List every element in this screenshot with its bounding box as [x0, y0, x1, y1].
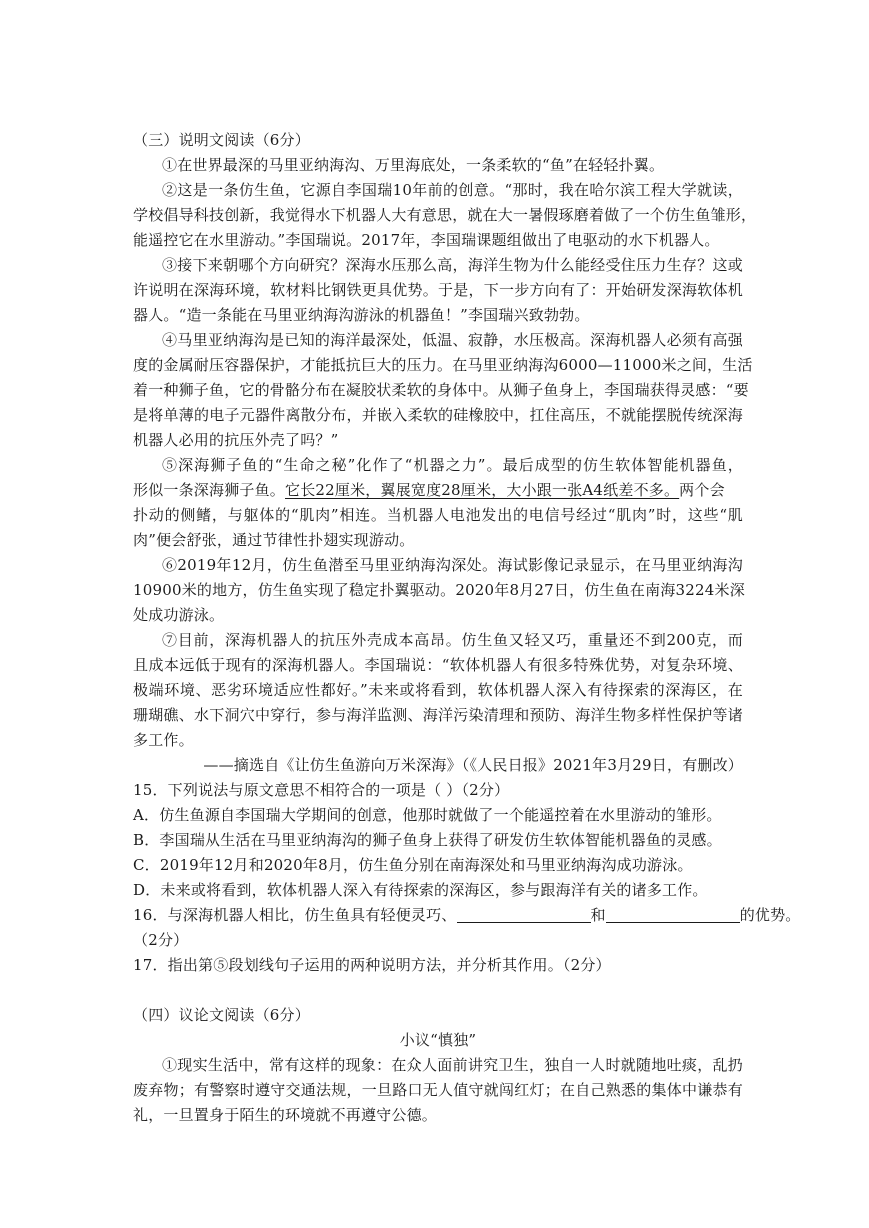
- paragraph-5-text: 两个会: [679, 481, 725, 499]
- paragraph-5-text: 形似一条深海狮子鱼。: [133, 481, 286, 499]
- paragraph-3-line: ③接下来朝哪个方向研究？深海水压那么高，海洋生物为什么能经受住压力生存？这或: [162, 256, 743, 274]
- question-15-option-b: B．李国瑞从生活在马里亚纳海沟的狮子鱼身上获得了研发仿生软体智能机器鱼的灵感。: [133, 831, 722, 849]
- paragraph-3-line: 器人。“造一条能在马里亚纳海沟游泳的机器鱼！”李国瑞兴致勃勃。: [133, 306, 590, 324]
- paragraph-1: ①在世界最深的马里亚纳海沟、万里海底处，一条柔软的“鱼”在轻轻扑翼。: [162, 156, 665, 174]
- paragraph-2-line: ②这是一条仿生鱼，它源自李国瑞10年前的创意。“那时，我在哈尔滨工程大学就读，: [162, 181, 743, 199]
- question-16-text: 的优势。: [739, 906, 801, 924]
- question-16: [133, 905, 801, 925]
- underlined-sentence: 它长22厘米，翼展宽度28厘米，大小跟一张A4纸差不多。: [285, 481, 680, 499]
- paragraph-5-line-2: [133, 480, 743, 500]
- paragraph-7-line: 珊瑚礁、水下洞穴中穿行，参与海洋监测、海洋污染清理和预防、海洋生物多样性保护等诸: [133, 706, 743, 724]
- paragraph-6-line: 处成功游泳。: [133, 606, 225, 624]
- essay-title: 小议“慎独”: [399, 1031, 477, 1049]
- paragraph-4-line: ④马里亚纳海沟是已知的海洋最深处，低温、寂静，水压极高。深海机器人必须有高强: [162, 331, 743, 349]
- paragraph-7-line: 极端环境、恶劣环境适应性都好。”未来或将看到，软体机器人深入有待探索的深海区，在: [133, 681, 743, 699]
- paragraph-5-line: 肉”便会舒张，通过节律性扑翅实现游动。: [133, 531, 415, 549]
- section-3-heading: （三）说明文阅读（6分）: [133, 131, 310, 149]
- section-4-paragraph-line: 废弃物；有警察时遵守交通法规，一旦路口无人值守就闯红灯；在自己熟悉的集体中谦恭有: [133, 1081, 743, 1099]
- question-15-option-c: C．2019年12月和2020年8月，仿生鱼分别在南海深处和马里亚纳海沟成功游泳。: [133, 856, 693, 874]
- paragraph-2-line: 能遥控它在水里游动。”李国瑞说。2017年，李国瑞课题组做出了电驱动的水下机器人。: [133, 231, 720, 249]
- paragraph-7-line: 多工作。: [133, 731, 194, 749]
- question-15-option-a: A．仿生鱼源自李国瑞大学期间的创意，他那时就做了一个能遥控着在水里游动的雏形。: [133, 806, 722, 824]
- paragraph-7-line: 且成本远低于现有的深海机器人。李国瑞说：“软体机器人有很多特殊优势，对复杂环境、: [133, 656, 743, 674]
- paragraph-3-line: 许说明在深海环境，软材料比钢铁更具优势。于是，下一步方向有了：开始研发深海软体机: [133, 281, 743, 299]
- paragraph-5-line: ⑤深海狮子鱼的“生命之秘”化作了“机器之力”。最后成型的仿生软体智能机器鱼，: [162, 456, 743, 474]
- question-15-option-d: D．未来或将看到，软体机器人深入有待探索的深海区，参与跟海洋有关的诸多工作。: [133, 881, 708, 899]
- paragraph-5-line: 扑动的侧鳍，与躯体的“肌肉”相连。当机器人电池发出的电信号经过“肌肉”时，这些“肌: [133, 506, 743, 524]
- answer-blank-1[interactable]: [457, 906, 591, 923]
- question-16-text: 16．与深海机器人相比，仿生鱼具有轻便灵巧、: [133, 906, 457, 924]
- section-4-paragraph-line: 礼，一旦置身于陌生的环境就不再遵守公德。: [133, 1106, 438, 1124]
- paragraph-2-line: 学校倡导科技创新，我觉得水下机器人大有意思，就在大一暑假琢磨着做了一个仿生鱼雏形，: [133, 206, 757, 224]
- paragraph-6-line: 10900米的地方，仿生鱼实现了稳定扑翼驱动。2020年8月27日，仿生鱼在南海3224米深: [133, 581, 745, 599]
- paragraph-4-line: 是将单薄的电子元器件离散分布，并嵌入柔软的硅橡胶中，扛住高压，不就能摆脱传统深海: [133, 406, 743, 424]
- source-citation: ——摘选自《让仿生鱼游向万米深海》（《人民日报》2021年3月29日，有删改）: [203, 756, 743, 774]
- question-17: 17．指出第⑤段划线句子运用的两种说明方法，并分析其作用。（2分）: [133, 956, 611, 974]
- question-16-score: （2分）: [133, 931, 189, 949]
- question-16-text: 和: [590, 906, 606, 924]
- section-4-paragraph-line: ①现实生活中，常有这样的现象：在众人面前讲究卫生，独自一人时就随地吐痰，乱扔: [162, 1056, 743, 1074]
- question-15-stem: 15．下列说法与原文意思不相符合的一项是（ ）（2分）: [133, 781, 510, 799]
- section-4-heading: （四）议论文阅读（6分）: [133, 1006, 310, 1024]
- paragraph-6-line: ⑥2019年12月，仿生鱼潜至马里亚纳海沟深处。海试影像记录显示，在马里亚纳海沟: [162, 556, 743, 574]
- paragraph-4-line: 机器人必用的抗压外壳了吗？”: [133, 431, 339, 449]
- paragraph-7-line: ⑦目前，深海机器人的抗压外壳成本高昂。仿生鱼又轻又巧，重量还不到200克，而: [162, 631, 743, 649]
- paragraph-4-line: 度的金属耐压容器保护，才能抵抗巨大的压力。在马里亚纳海沟6000—11000米之间，生活: [133, 356, 753, 374]
- paragraph-4-line: 着一种狮子鱼，它的骨骼分布在凝胶状柔软的身体中。从狮子鱼身上，李国瑞获得灵感：“要: [133, 381, 749, 399]
- answer-blank-2[interactable]: [606, 906, 740, 923]
